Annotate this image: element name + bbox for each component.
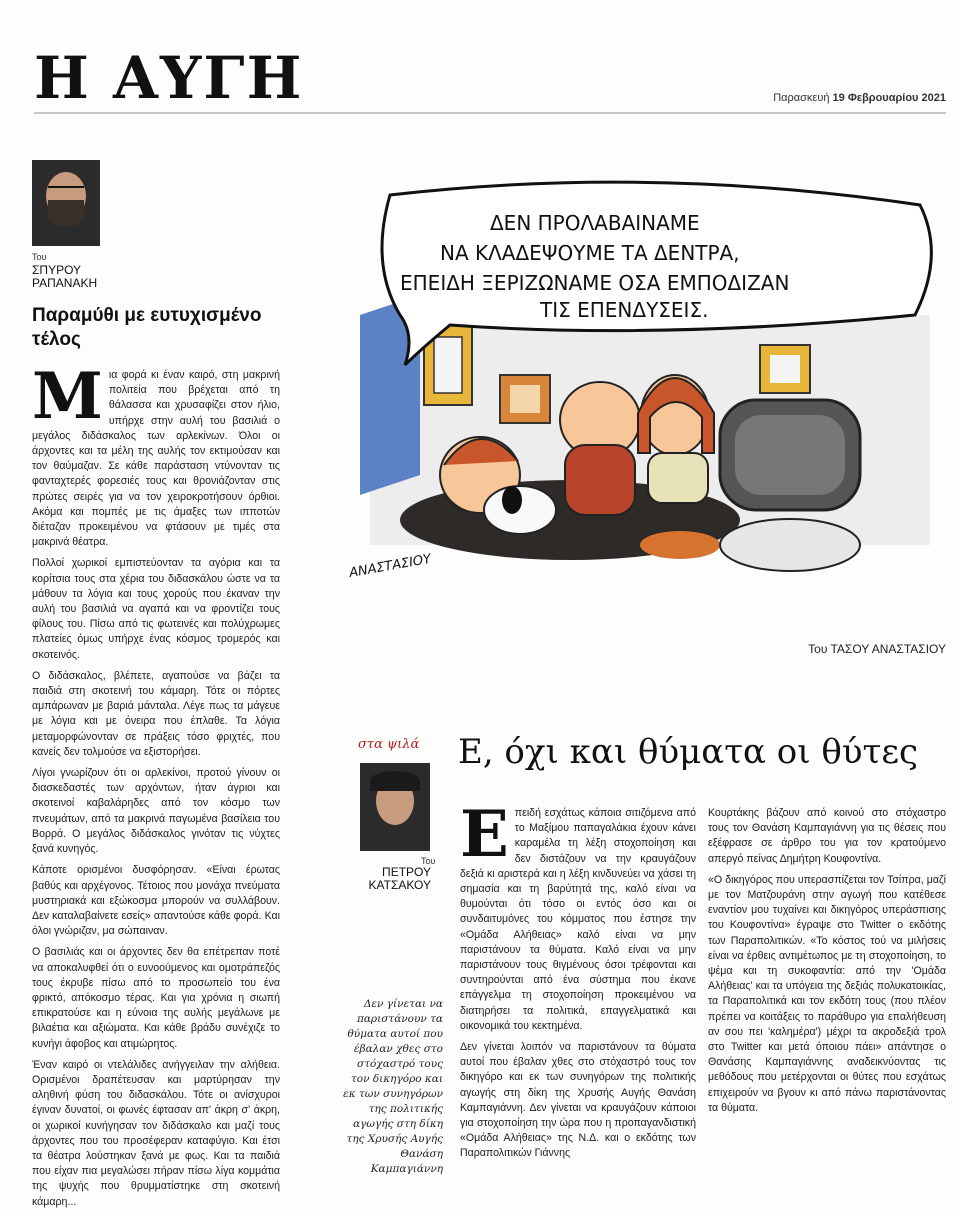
- cartoonist-signature: ΑΝΑΣΤΑΣΙΟΥ: [348, 551, 433, 581]
- editorial-cartoon: [348, 175, 940, 615]
- paragraph: Δεν γίνεται λοιπόν να παριστάνουν τα θύματα αυτοί που έβαλαν χθες στο στόχαστρό τους τον δικηγόρο και εκ των συνηγόρων της πολιτικής αγωγής στη δίκη της Χρυσής Αυγής Θανάση Καμπαγιάννη. Δεν γίνεται να κραυγάζουν κάποιοι για στοχοποίηση την ώρα που η προπαγανδιστική «Ομάδα Αλήθειας» της Ν.Δ. και ο εκδότης των Παραπολιτικών Γιάννης: [460, 1041, 696, 1160]
- pull-quote: Δεν γίνεται να παριστάνουν τα θύματα αυτοί που έβαλαν χθες στο στόχαστρό τους τον δικηγόρο και εκ των συνηγόρων της πολιτικής αγωγής στη δίκη της Χρυσής Αυγής Θανάση Καμπαγιάννη: [343, 998, 443, 1175]
- date-day: Παρασκευή: [773, 92, 830, 104]
- issue-date: [773, 92, 946, 104]
- article-2-column-1: [460, 797, 696, 1168]
- paragraph: «Ο δικηγόρος που υπερασπίζεται τον Τσίπρα, μαζί με τον Ματζουράνη στην αγωγή που κατέθεσε εναντίον μου τυχαίνει και δικηγόρος υπεράσπισης του Κουφοντίνα» έγραψε στο Twitter ο εκδότης των Παραπολιτικών. «Το κόστος τού να μιλήσεις είναι να έρθεις αντιμέτωπος με τη στοχοποίηση, το ψέμα και τη συκοφαντία: από την 'Ομάδα Αλήθειας' και τα υπόγεια της δεξιάς πολυκατοικίας, τα Παραπολιτικά και τον εκδότη τους (που πλέον πρέπει να κοιτάξεις το παράθυρο για επαλήθευση αν σου πει 'καλημέρα') μέχρι τα ακροδεξιά τρολ στο Twitter και μετά όποιου πάει» απάντησε ο Θανάσης Καμπαγιάννης αναδεικνύοντας τις μεθόδους που μετέρχονται οι θύτες που εσχάτως επιχειρούν να βγουν κι από πάνω παριστάνοντας τα θύματα.: [708, 873, 946, 1114]
- speech-line-1: ΔΕΝ ΠΡΟΛΑΒΑΙΝΑΜΕ: [490, 211, 700, 235]
- author-surname: ΡΑΠΑΝΑΚΗ: [32, 276, 98, 290]
- date-rest: 19 Φεβρουαρίου 2021: [832, 92, 946, 104]
- speech-line-4: ΤΙΣ ΕΠΕΝΔΥΣΕΙΣ.: [540, 298, 709, 322]
- article-2-column-2: [708, 806, 946, 1122]
- author-firstname: ΣΠΥΡΟΥ: [32, 263, 82, 277]
- article-headline: Παραμύθι με ευτυχισμένο τέλος: [32, 305, 262, 350]
- author-photo-rapanakis: [32, 160, 100, 246]
- speech-line-2: ΝΑ ΚΛΑΔΕΨΟΥΜΕ ΤΑ ΔΕΝΤΡΑ,: [440, 241, 740, 265]
- article-headline-2: Ε, όχι και θύματα οι θύτες: [458, 732, 918, 772]
- section-tag: στα ψιλά: [358, 737, 420, 752]
- author-surname-2: ΚΑΤΣΑΚΟΥ: [368, 878, 431, 892]
- paragraph: Μια φορά κι έναν καιρό, στη μακρινή πολιτεία που βρέχεται από τη θάλασσα και χρυσαφίζει στον ήλιο, υπήρχε στην αυλή του βασιλιά ο μεγάλος διδάσκαλος των αρλεκίνων. Όλοι οι άρχοντες και τα μέλη της αυλής τον εκτιμούσαν και τον θαύμαζαν. Σε κάθε παράσταση ντύνονταν τις φανταχτερές φορεσιές τους και θρονιάζονταν στις πρώτες σειρές για να τον χειροκροτήσουν όρθιοι. Ακόμα και πομπές με τις άμαξες των ιπποτών διέταζαν προκειμένου να φτάσουν με τιμές στα μακρινά θέατρα.: [32, 359, 280, 549]
- author-firstname-2: ΠΕΤΡΟΥ: [382, 865, 431, 879]
- article-body: [32, 359, 280, 1216]
- paragraph: Επειδή εσχάτως κάποια σιτιζόμενα από το Μαξίμου παπαγαλάκια έχουν κάνει καραμέλα τη λέξη στοχοποίηση και δεν διστάζουν να την κραυγάζουν δεξιά κι αριστερά και η λέξη κινδυνεύει να χάσει τη σημασία και τη βαρύτητά της, καλό είναι να θυμούνται ότι τόσο οι εντός όσο και οι συνδαιτυμόνες του κόμματος που έστησε την «Ομάδα Αλήθειας» καλό είναι να μην παριστάνουν τα θύματα. Καλό είναι να μην παριστάνουν τους θιγμένους όσοι τρέφονται και συντηρούνται από ένα σύστημα που έκανε επάγγελμα τη στοχοποίηση προκειμένου να διατηρήσει τα πολιτικά, επαγγελματικά και οικονομικά του κεκτημένα.: [460, 797, 696, 1032]
- paragraph: Έναν καιρό οι ντελάλιδες ανήγγειλαν την αλήθεια. Ορισμένοι δραπέτευσαν και μαρτύρησαν την αληθινή φύση του διδασκάλου. Τότε οι ανίσχυροι έγιναν δυνατοί, οι φωνές έφτασαν απ' άκρη σ' άκρη, οι χωρικοί κυνήγησαν τον διδάσκαλο και μαζί τους άρχοντες που του προσέφεραν καταφύγιο. Και έτσι τα θέατρα λούστηκαν ξανά με φως. Και τα παιδιά που είχαν πια μεγαλώσει πήραν πίσω λίγα κομμάτια της ψυχής που θρυμματίστηκε στη σκοτεινή κάμαρη...: [32, 1058, 280, 1208]
- paragraph: Κουρτάκης βάζουν από κοινού στο στόχαστρο τους τον Θανάση Καμπαγιάννη για τις θέσεις που εξέφρασε σε άρθρο του για τον κρατούμενο απεργό πείνας Δημήτρη Κουφοντίνα.: [708, 807, 946, 865]
- paragraph: Κάποτε ορισμένοι δυσφόρησαν. «Είναι έρωτας βαθύς και αρχέγονος. Τέτοιος που μονάχα πνεύματα μυστηριακά και εξώκοσμα μπορούν να συλλάβουν. Δεν καταλαβαίνετε εσείς» απαντούσε κάθε φορά. Και όλοι γνώριζαν, μα σώπαιναν.: [32, 864, 280, 938]
- credit-prefix: Του: [808, 642, 828, 656]
- speech-line-3: ΕΠΕΙΔΗ ΞΕΡΙΖΩΝΑΜΕ ΟΣΑ ΕΜΠΟΔΙΖΑΝ: [400, 271, 790, 295]
- paragraph: Πολλοί χωρικοί εμπιστεύονταν τα αγόρια και τα κορίτσια τους στα χέρια του διδασκάλου ώστε να τα μάθουν τα λόγια και τους χορούς που έκαναν την αυλή του βασιλιά να αγαπά και να φροντίζει τους φίλους του. Πίσω από τις φωτεινές και πολύχρωμες πλατείες όμως υπήρχε ένας κόσμος τρομερός και σκοτεινός.: [32, 557, 280, 661]
- author-prefix-2: Του: [421, 856, 436, 866]
- author-photo-katsakos: [360, 763, 430, 851]
- paragraph: Λίγοι γνωρίζουν ότι οι αρλεκίνοι, προτού γίνουν οι διασκεδαστές των αρχόντων, ήταν άγριοι και σκοτεινοί καβαλάρηδες από τον κόσμο των πνευμάτων, από τα μακρινά παγωμένα βασίλεια του Βορρά. Ο μεγάλος διδάσκαλος γινόταν τις νύχτες ξανά κυνηγός.: [32, 767, 280, 856]
- drop-cap-2: Ε: [460, 797, 509, 872]
- drop-cap: Μ: [32, 359, 103, 434]
- author-prefix: Του: [32, 252, 47, 262]
- credit-name: ΤΑΣΟΥ ΑΝΑΣΤΑΣΙΟΥ: [830, 642, 946, 656]
- cartoon-illustration: [348, 175, 940, 615]
- paragraph: Ο βασιλιάς και οι άρχοντες δεν θα επέτρεπαν ποτέ να αποκαλυφθεί ότι ο ευνοούμενος και ομοτράπεζός τους έκρυβε πίσω από το προσωπείο του ένα φρικτό, απόκοσμο τέρας. Και για χρόνια η σιωπή επικρατούσε και η εύνοια της αυλής μεγάλωνε με βιλαέτια και αξιώματα. Και κάθε βράδυ συνέχιζε το κυνήγι άφοβος και ατιμώρητος.: [32, 946, 280, 1050]
- newspaper-masthead: Η ΑΥΓΗ: [34, 44, 304, 112]
- cartoon-credit: [808, 642, 946, 656]
- masthead-rule: [34, 112, 946, 114]
- paragraph: Ο διδάσκαλος, βλέπετε, αγαπούσε να βάζει τα παιδιά στη σκοτεινή του κάμαρη. Τότε οι πόρτες αμπάρωναν με βαριά μάνταλα. Λέγε πως τα μάγευε με λόγια και με όνειρα που έπλαθε. Τα λόγια μεταμορφώνονταν σε πράξεις τόσο φριχτές, που κανείς δεν τολμούσε να εξιστορήσει.: [32, 669, 280, 758]
